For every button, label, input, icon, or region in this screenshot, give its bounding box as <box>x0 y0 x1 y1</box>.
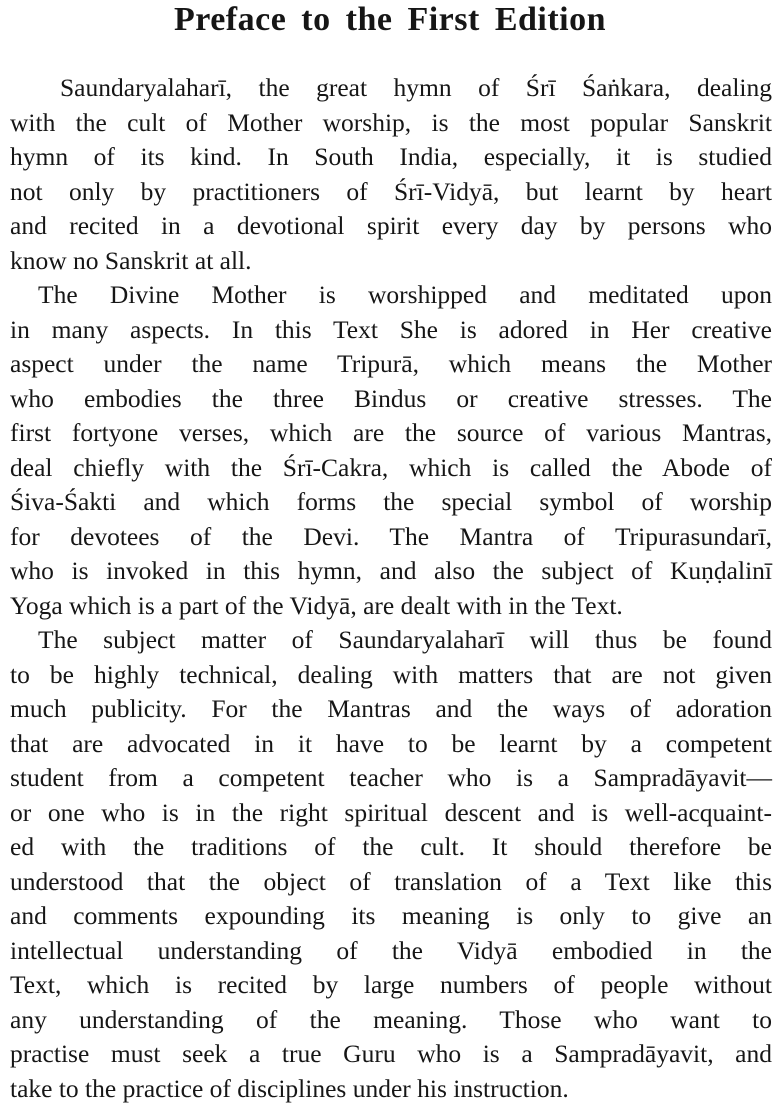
paragraph <box>10 71 772 278</box>
text-line: Saundaryalaharī, the great hymn of Śrī Śaṅkara, dealing <box>60 73 772 102</box>
text-line: and recited in a devotional spirit every day by persons who <box>10 211 772 240</box>
text-line: with the cult of Mother worship, is the most popular Sanskrit <box>10 107 772 137</box>
text-line: for devotees of the Devi. The Mantra of Tripurasundarī, <box>10 521 772 551</box>
text-line: ed with the traditions of the cult. It should therefore be <box>10 832 772 861</box>
text-line: Text, which is recited by large numbers of people without <box>10 970 772 999</box>
text-line: hymn of its kind. In South India, especially, it is studied <box>10 142 772 171</box>
text-line: know no Sanskrit at all. <box>10 245 252 275</box>
text-line: deal chiefly with the Śrī-Cakra, which is called the Abode of <box>10 452 772 482</box>
text-line: intellectual understanding of the Vidyā embodied in the <box>10 935 772 965</box>
paragraph <box>10 623 772 1106</box>
text-line: to be highly technical, dealing with matters that are not given <box>10 659 772 689</box>
text-line: Śiva-Śakti and which forms the special symbol of worship <box>10 487 772 516</box>
text-line: that are advocated in it have to be learnt by a competent <box>10 728 772 758</box>
text-line: in many aspects. In this Text She is adored in Her creative <box>10 314 772 344</box>
text-line: take to the practice of disciplines under his instruction. <box>10 1073 569 1103</box>
text-line: The Divine Mother is worshipped and meditated upon <box>38 280 772 309</box>
text-line: practise must seek a true Guru who is a Sampradāyavit, and <box>10 1039 772 1068</box>
page-title: Preface to the First Edition <box>173 1 607 38</box>
paragraph <box>10 278 772 623</box>
text-line: or one who is in the right spiritual descent and is well-acquaint- <box>10 797 772 827</box>
text-line: aspect under the name Tripurā, which means the Mother <box>10 349 772 378</box>
text-line: much publicity. For the Mantras and the ways of adoration <box>10 694 772 723</box>
text-line: and comments expounding its meaning is only to give an <box>10 901 772 930</box>
text-line: first fortyone verses, which are the source of various Mantras, <box>10 418 772 447</box>
text-line: understood that the object of translation of a Text like this <box>10 866 772 896</box>
preface-body <box>10 71 772 1106</box>
text-line: not only by practitioners of Śrī-Vidyā, but learnt by heart <box>10 176 772 206</box>
text-line: Yoga which is a part of the Vidyā, are dealt with in the Text. <box>10 590 623 620</box>
text-line: The subject matter of Saundaryalaharī will thus be found <box>38 625 772 654</box>
text-line: any understanding of the meaning. Those who want to <box>10 1004 772 1034</box>
text-line: who is invoked in this hymn, and also the subject of Kuṇḍalinī <box>10 556 772 585</box>
text-line: student from a competent teacher who is a Sampradāyavit— <box>10 763 772 792</box>
text-line: who embodies the three Bindus or creative stresses. The <box>10 383 772 413</box>
